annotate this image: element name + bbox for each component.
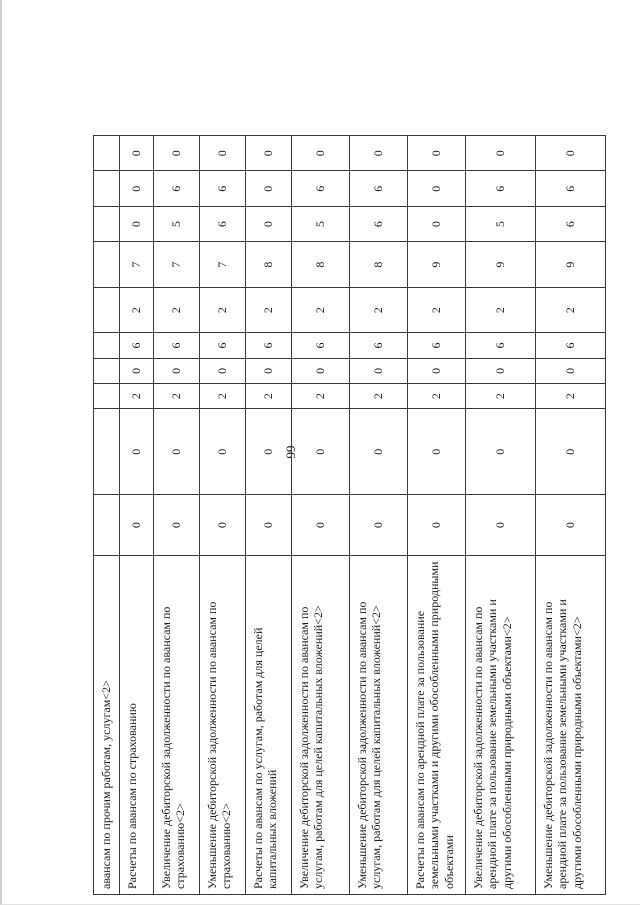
page-number: 99 (283, 445, 298, 459)
table-row (466, 136, 536, 895)
code-cell: 6 (350, 333, 408, 358)
code-cell: 6 (536, 171, 606, 206)
account-codes-table (93, 135, 606, 895)
code-cell: 2 (292, 287, 350, 333)
row-label: Уменьшение дебиторской задолженности по авансам по услугам, работам для целей капитальных вложений<2> (350, 555, 408, 894)
code-cell: 0 (408, 358, 466, 383)
code-cell: 6 (408, 333, 466, 358)
code-cell: 0 (246, 206, 292, 241)
code-cell: 7 (200, 242, 246, 288)
code-cell: 2 (292, 383, 350, 408)
code-cell: 6 (536, 333, 606, 358)
code-cell: 6 (466, 333, 536, 358)
row-label: Расчеты по авансам по страхованию (120, 555, 154, 894)
code-cell: 0 (536, 136, 606, 171)
code-cell: 0 (350, 358, 408, 383)
code-cell (94, 333, 120, 358)
code-cell: 7 (154, 242, 200, 288)
code-cell (94, 287, 120, 333)
code-cell: 0 (246, 171, 292, 206)
code-cell (94, 495, 120, 556)
code-cell: 2 (408, 287, 466, 333)
code-cell: 0 (292, 409, 350, 495)
code-cell: 6 (200, 333, 246, 358)
code-cell: 0 (536, 358, 606, 383)
code-cell: 0 (120, 206, 154, 241)
code-cell: 2 (154, 287, 200, 333)
row-label: Расчеты по авансам по арендной плате за пользование земельными участками и другими обособленными природными объектами (408, 555, 466, 894)
code-cell: 2 (408, 383, 466, 408)
code-cell: 0 (200, 495, 246, 556)
code-cell: 6 (154, 171, 200, 206)
table-row (246, 136, 292, 895)
code-cell: 0 (536, 495, 606, 556)
code-cell (94, 409, 120, 495)
code-cell (94, 358, 120, 383)
code-cell: 2 (120, 383, 154, 408)
code-cell: 6 (120, 333, 154, 358)
code-cell: 0 (246, 495, 292, 556)
code-cell: 2 (246, 383, 292, 408)
code-cell: 0 (200, 409, 246, 495)
code-cell: 9 (466, 242, 536, 288)
code-cell: 0 (466, 358, 536, 383)
table-row (200, 136, 246, 895)
code-cell: 0 (350, 495, 408, 556)
code-cell: 2 (536, 383, 606, 408)
table-row (350, 136, 408, 895)
code-cell: 0 (466, 136, 536, 171)
code-cell: 0 (120, 409, 154, 495)
code-cell: 2 (350, 383, 408, 408)
code-cell: 8 (246, 242, 292, 288)
code-cell: 2 (154, 383, 200, 408)
code-cell: 0 (350, 136, 408, 171)
table-row (536, 136, 606, 895)
row-label: Уменьшение дебиторской задолженности по авансам по страхованию<2> (200, 555, 246, 894)
code-cell: 0 (408, 495, 466, 556)
code-cell: 0 (200, 136, 246, 171)
code-cell: 0 (154, 358, 200, 383)
table-row (292, 136, 350, 895)
code-cell: 0 (292, 358, 350, 383)
code-cell: 2 (200, 383, 246, 408)
code-cell: 0 (292, 136, 350, 171)
code-cell (94, 171, 120, 206)
code-cell: 2 (466, 383, 536, 408)
code-cell: 0 (536, 409, 606, 495)
code-cell: 2 (466, 287, 536, 333)
code-cell: 6 (350, 206, 408, 241)
code-cell: 6 (466, 171, 536, 206)
code-cell: 6 (292, 171, 350, 206)
code-cell: 0 (120, 358, 154, 383)
row-label: Уменьшение дебиторской задолженности по авансам по арендной плате за пользование земельными участками и другими обособленными природными объектами<2> (536, 555, 606, 894)
code-cell: 6 (200, 171, 246, 206)
code-cell: 0 (408, 206, 466, 241)
code-cell: 2 (200, 287, 246, 333)
code-cell (94, 206, 120, 241)
code-cell: 0 (246, 358, 292, 383)
code-cell: 0 (246, 136, 292, 171)
code-cell: 0 (200, 358, 246, 383)
rotated-table-wrapper (93, 135, 584, 895)
code-cell (94, 136, 120, 171)
code-cell: 6 (292, 333, 350, 358)
code-cell: 0 (466, 495, 536, 556)
code-cell: 0 (154, 136, 200, 171)
code-cell: 0 (408, 136, 466, 171)
row-label: Увеличение дебиторской задолженности по авансам по арендной плате за пользование земельными участками и другими обособленными природными объектами<2> (466, 555, 536, 894)
table-row (154, 136, 200, 895)
code-cell: 8 (350, 242, 408, 288)
code-cell: 2 (350, 287, 408, 333)
row-label: Увеличение дебиторской задолженности по авансам по страхованию<2> (154, 555, 200, 894)
code-cell: 8 (292, 242, 350, 288)
code-cell: 0 (120, 495, 154, 556)
row-label: Увеличение дебиторской задолженности по авансам по услугам, работам для целей капитальных вложений<2> (292, 555, 350, 894)
code-cell: 0 (120, 136, 154, 171)
row-label: авансам по прочим работам, услугам<2> (94, 555, 120, 894)
code-cell: 2 (120, 287, 154, 333)
code-cell: 6 (154, 333, 200, 358)
code-cell: 0 (466, 409, 536, 495)
table-row (408, 136, 466, 895)
row-label: Расчеты по авансам по услугам, работам для целей капитальных вложений (246, 555, 292, 894)
code-cell: 0 (350, 409, 408, 495)
code-cell: 0 (408, 409, 466, 495)
code-cell: 5 (466, 206, 536, 241)
code-cell: 0 (408, 171, 466, 206)
code-cell: 0 (154, 409, 200, 495)
code-cell: 7 (120, 242, 154, 288)
code-cell: 6 (350, 171, 408, 206)
code-cell: 2 (246, 287, 292, 333)
code-cell: 2 (536, 287, 606, 333)
code-cell (94, 242, 120, 288)
code-cell: 6 (246, 333, 292, 358)
code-cell: 5 (154, 206, 200, 241)
code-cell: 0 (246, 409, 292, 495)
code-cell (94, 383, 120, 408)
code-cell: 0 (120, 171, 154, 206)
code-cell: 6 (536, 206, 606, 241)
code-cell: 9 (536, 242, 606, 288)
table-row (94, 136, 120, 895)
table-row (120, 136, 154, 895)
code-cell: 0 (154, 495, 200, 556)
code-cell: 6 (200, 206, 246, 241)
code-cell: 9 (408, 242, 466, 288)
code-cell: 5 (292, 206, 350, 241)
code-cell: 0 (292, 495, 350, 556)
